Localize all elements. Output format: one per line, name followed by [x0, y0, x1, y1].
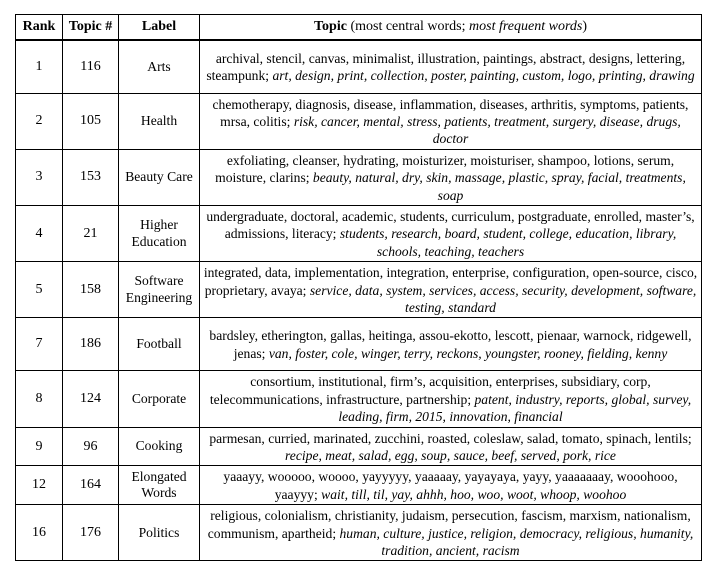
central-words: integrated, data, implementation, integration, enterprise, configuration, open-source, cisco, proprietary, avaya;	[203, 265, 698, 298]
label-cell: Health	[119, 93, 200, 149]
header-topic-bold: Topic	[313, 19, 347, 34]
label-cell: Cooking	[119, 427, 200, 466]
rank-cell: 8	[16, 371, 63, 427]
central-words: chemotherapy, diagnosis, disease, inflammation, diseases, arthritis, symptoms, patients, mrsa, colitis;	[212, 96, 689, 129]
frequent-words: students, research, board, student, college, education, library, schools, teaching, teachers	[339, 226, 677, 259]
topic-words-cell	[200, 318, 702, 371]
topic-words-cell	[200, 466, 702, 505]
frequent-words: art, design, print, collection, poster, painting, custom, logo, printing, drawing	[272, 68, 695, 84]
topic-words-cell	[200, 40, 702, 93]
table-row	[16, 205, 702, 261]
header-row	[16, 15, 702, 41]
frequent-words: beauty, natural, dry, skin, massage, plastic, spray, facial, treatments, soap	[312, 170, 686, 203]
header-topic	[200, 15, 702, 41]
rank-cell: 12	[16, 466, 63, 505]
table-row	[16, 93, 702, 149]
topic-number-cell: 176	[63, 505, 119, 561]
rank-cell: 1	[16, 40, 63, 93]
rank-cell: 5	[16, 262, 63, 318]
table-row	[16, 40, 702, 93]
topic-words-cell	[200, 262, 702, 318]
central-words: parmesan, curried, marinated, zucchini, roasted, coleslaw, salad, tomato, spinach, lentils;	[209, 430, 692, 446]
frequent-words: van, foster, cole, winger, terry, reckons, youngster, rooney, fielding, kenny	[268, 345, 668, 361]
label-cell: Software Engineering	[119, 262, 200, 318]
topic-words-cell	[200, 505, 702, 561]
label-cell: Higher Education	[119, 205, 200, 261]
frequent-words: patent, industry, reports, global, survey, leading, firm, 2015, innovation, financial	[338, 391, 692, 425]
frequent-words: wait, till, til, yay, ahhh, hoo, woo, woot, whoop, woohoo	[321, 486, 627, 502]
header-rank: Rank	[16, 15, 63, 41]
table-row	[16, 505, 702, 561]
topic-words-cell	[200, 149, 702, 205]
label-cell: Football	[119, 318, 200, 371]
central-words: undergraduate, doctoral, academic, students, curriculum, postgraduate, enrolled, master’s, admissions, literacy;	[206, 208, 695, 242]
central-words: bardsley, etherington, gallas, heitinga, assou-ekotto, lescott, pienaar, warnock, ridgewell, jenas;	[209, 328, 692, 361]
topic-number-cell: 21	[63, 205, 119, 261]
header-label: Label	[119, 15, 200, 41]
table-row	[16, 466, 702, 505]
topic-number-cell: 116	[63, 40, 119, 93]
rank-cell: 2	[16, 93, 63, 149]
topic-words-cell	[200, 205, 702, 261]
table-row	[16, 149, 702, 205]
label-cell: Corporate	[119, 371, 200, 427]
topic-number-cell: 153	[63, 149, 119, 205]
central-words: archival, stencil, canvas, minimalist, illustration, paintings, abstract, designs, lettering, steampunk;	[206, 50, 686, 84]
header-topic-paren-open: (most central words;	[346, 19, 470, 34]
table-row	[16, 427, 702, 466]
frequent-words: risk, cancer, mental, stress, patients, treatment, surgery, disease, drugs, doctor	[293, 113, 681, 147]
header-topic-paren-close: )	[582, 19, 588, 34]
rank-cell: 16	[16, 505, 63, 561]
frequent-words: human, culture, justice, religion, democracy, religious, humanity, tradition, ancient, racism	[339, 525, 694, 559]
central-words: exfoliating, cleanser, hydrating, moisturizer, moisturiser, shampoo, lotions, serum, moisture, clarins;	[215, 152, 675, 186]
topic-number-cell: 96	[63, 427, 119, 466]
topic-number-cell: 164	[63, 466, 119, 505]
rank-cell: 9	[16, 427, 63, 466]
central-words: religious, colonialism, christianity, judaism, persecution, fascism, marxism, nationalism, communism, apartheid;	[207, 508, 691, 541]
topic-number-cell: 186	[63, 318, 119, 371]
topic-number-cell: 158	[63, 262, 119, 318]
topic-table	[15, 14, 702, 561]
label-cell: Elongated Words	[119, 466, 200, 505]
header-topic-number: Topic #	[63, 15, 119, 41]
topic-words-cell	[200, 427, 702, 466]
rank-cell: 7	[16, 318, 63, 371]
topic-number-cell: 105	[63, 93, 119, 149]
topic-words-cell	[200, 93, 702, 149]
label-cell: Arts	[119, 40, 200, 93]
central-words: yaaayy, wooooo, woooo, yayyyyy, yaaaaay, yayayaya, yayy, yaaaaaaay, wooohooo, yaayyy;	[223, 469, 678, 502]
central-words: consortium, institutional, firm’s, acquisition, enterprises, subsidiary, corp, telecommunications, infrastructure, partnership;	[209, 374, 651, 407]
topic-words-cell	[200, 371, 702, 427]
table-row	[16, 318, 702, 371]
header-topic-paren-italic: most frequent words	[469, 19, 583, 34]
topic-number-cell: 124	[63, 371, 119, 427]
rank-cell: 3	[16, 149, 63, 205]
frequent-words: recipe, meat, salad, egg, soup, sauce, beef, served, pork, rice	[285, 448, 616, 463]
table-row	[16, 262, 702, 318]
rank-cell: 4	[16, 205, 63, 261]
label-cell: Beauty Care	[119, 149, 200, 205]
table-row	[16, 371, 702, 427]
frequent-words: service, data, system, services, access, security, development, software, testing, standard	[309, 282, 697, 315]
label-cell: Politics	[119, 505, 200, 561]
